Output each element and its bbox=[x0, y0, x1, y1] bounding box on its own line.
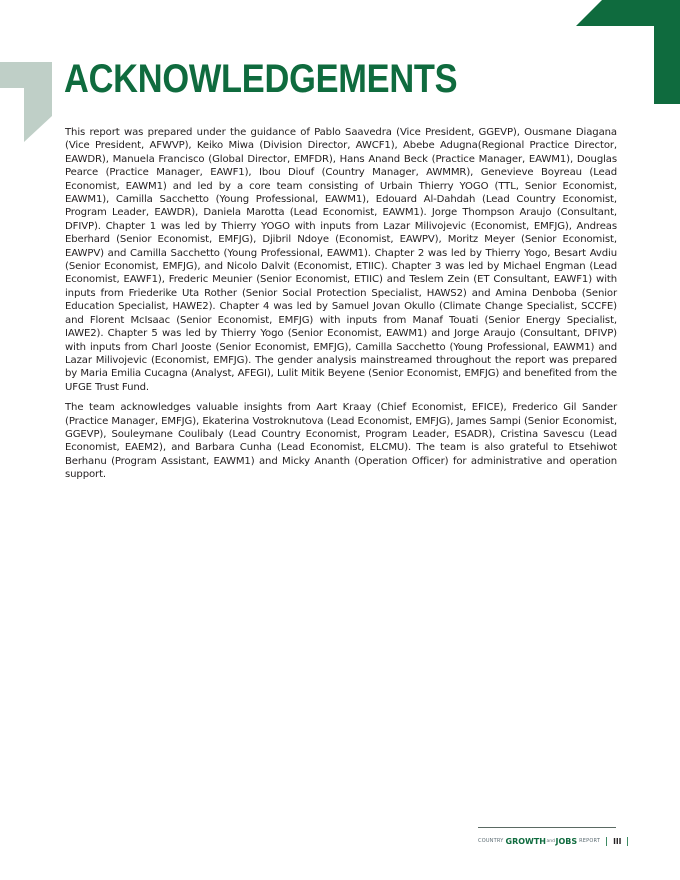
footer-jobs: JOBS bbox=[555, 836, 578, 846]
footer bbox=[478, 835, 634, 847]
paragraph-2: The team acknowledges valuable insights from Aart Kraay (Chief Economist, EFICE), Frederico Gil Sander (Practice Manager, EMFJG), Ekaterina Vostroknutova (Lead Economist, EMFJG), James Sampi (Senior Economist, GGEVP), Souleymane Coulibaly (Lead Country Economist, Program Leader, ESADR), Cristina Savescu (Lead Economist, EAEM2), and Barbara Cunha (Lead Economist, ELCMU). The team is also grateful to Etsehiwot Berhanu (Program Assistant, EAWM1) and Micky Ananth (Operation Officer) for administrative and operation support. bbox=[65, 402, 617, 481]
page-title: ACKNOWLEDGEMENTS bbox=[64, 57, 458, 101]
footer-and: and bbox=[546, 838, 555, 844]
footer-separator-right bbox=[627, 837, 628, 846]
corner-decoration-top-left bbox=[0, 62, 52, 142]
footer-separator-left bbox=[606, 837, 607, 846]
footer-report: REPORT bbox=[579, 838, 601, 844]
acknowledgements-body bbox=[65, 126, 617, 489]
footer-country: COUNTRY bbox=[478, 838, 504, 844]
corner-decoration-top-right bbox=[576, 0, 680, 104]
page-number: III bbox=[613, 836, 622, 846]
paragraph-1: This report was prepared under the guidance of Pablo Saavedra (Vice President, GGEVP), Ousmane Diagana (Vice President, AFWVP), Keiko Miwa (Division Director, AWCF1), Abebe Adugna(Regional Practice Director, EAWDR), Manuela Francisco (Global Director, EMFDR), Hans Anand Beck (Practice Manager, EAWM1), Douglas Pearce (Practice Manager, EAWF1), Ibou Diouf (Country Manager, AWMMR), Genevieve Boyreau (Lead Economist, EAWM1) and led by a core team consisting of Urbain Thierry YOGO (TTL, Senior Economist, EAWM1), Camilla Sacchetto (Young Professional, EAWM1), Edouard Al-Dahdah (Lead Country Economist, Program Leader, EAWDR), Daniela Marotta (Lead Economist, EAWM1). Jorge Thompson Araujo (Consultant, DFIVP). Chapter 1 was led by Thierry YOGO with inputs from Lazar Milivojevic (Economist, EMFJG), Andreas Eberhard (Senior Economist, EMFJG), Djibril Ndoye (Economist, EAWPV), Moritz Meyer (Senior Economist, EAWPV) and Camilla Sacchetto (Young Professional, EAWM1). Chapter 2 was led by Thierry Yogo, Besart Avdiu (Senior Economist, EMFJG), and Nicolo Dalvit (Economist, ETIIC). Chapter 3 was led by Michael Engman (Lead Economist, EAWF1), Frederic Meunier (Senior Economist, ETIIC) and Teslem Zein (ET Consultant, EAWF1) with inputs from Friederike Uta Rother (Senior Social Protection Specialist, HAWS2) and Amina Denboba (Senior Education Specialist, HAWE2). Chapter 4 was led by Samuel Jovan Okullo (Climate Change Specialist, SCCFE) and Florent McIsaac (Senior Economist, EMFJG) with inputs from Manaf Touati (Senior Energy Specialist, IAWE2). Chapter 5 was led by Thierry Yogo (Senior Economist, EAWM1) and Jorge Araujo (Consultant, DFIVP) with inputs from Charl Jooste (Senior Economist, EMFJG), Camilla Sacchetto (Young Professional, EAWM1) and Lazar Milivojevic (Economist, EMFJG). The gender analysis mainstreamed throughout the report was prepared by Maria Emilia Cucagna (Analyst, AFEGI), Lulit Mitik Beyene (Senior Economist, EMFJG) and benefited from the UFGE Trust Fund. bbox=[65, 127, 617, 393]
footer-growth: GROWTH bbox=[505, 836, 547, 846]
footer-divider bbox=[478, 827, 616, 828]
